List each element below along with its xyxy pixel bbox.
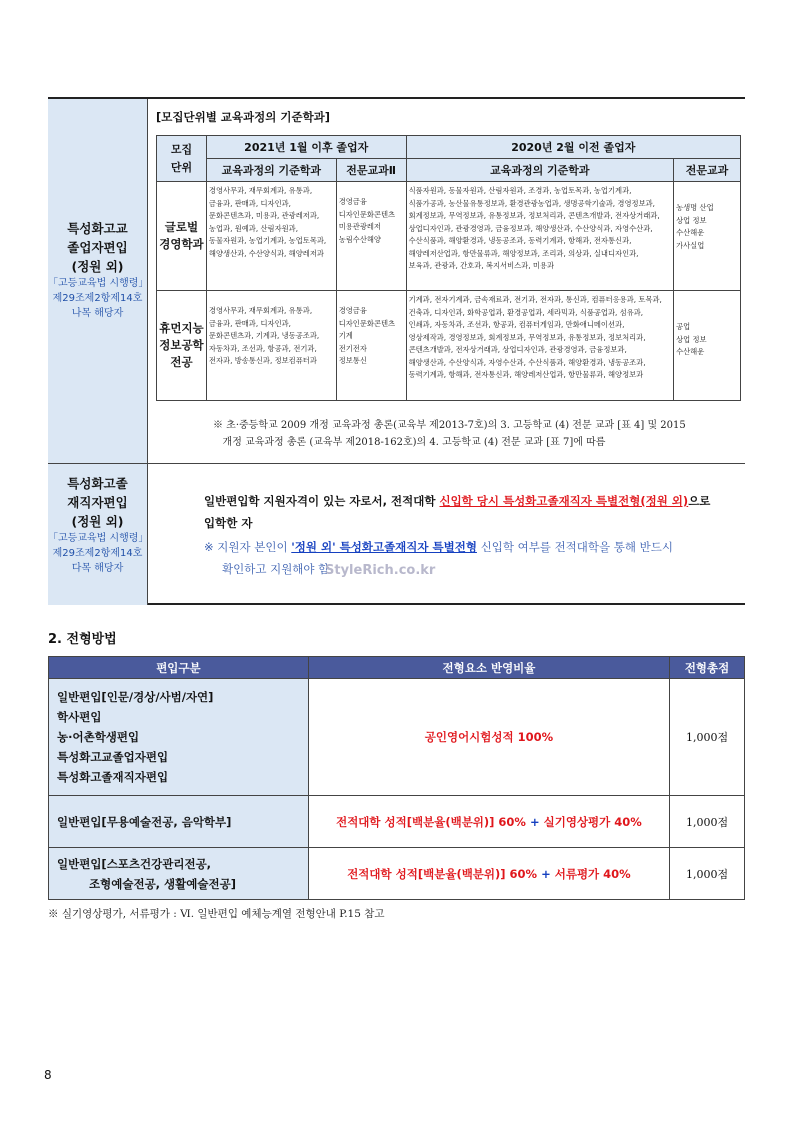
ratio-cell	[308, 848, 669, 900]
unit-human-intelligence: 휴먼지능 정보공학 전공	[157, 291, 207, 401]
law-reference: 「고등교육법 시행령」	[48, 533, 149, 544]
vocational-worker-row	[48, 464, 745, 605]
law-reference: 나목 해당자	[71, 308, 124, 319]
ratio-plus: +	[537, 866, 555, 881]
note-text-d: 확인하고 지원해야 함	[222, 562, 330, 576]
std-dept-2020: 기계과, 전자기계과, 금속재료과, 전기과, 전자과, 통신과, 컴퓨터응용과, 토목과, 건축과, 디자인과, 화학공업과, 환경공업과, 세라믹과, 식품공업과, 섬유과, 인쇄과, 자동차과, 조선과, 항공과, 컴퓨터게임과, 만화애니메이션과, 영상제작과, 경영정보과, 회계정보과, 무역정보과, 유통정보과, 정보처리과, 콘텐츠개발과, 전자상거래과, 상업디자인과, 관광경영과, 금융정보과, 해양생산과, 수산양식과, 자영수산과, 수산식품과, 해양환경과, 냉동공조과, 동력기계과, 항해과, 전자통신과, 해양레저산업과, 항만물류과, 해양정보과	[406, 291, 674, 401]
footnote: ※ 실기영상평가, 서류평가 : Ⅵ. 일반편입 예체능계열 전형안내 P.15 참고	[48, 908, 385, 920]
ratio-cell	[308, 796, 669, 848]
category-line: 일반편입[인문/경상/사범/자연]	[57, 690, 214, 704]
header-major-subject: 전문교과	[674, 159, 741, 182]
category-cell	[49, 848, 309, 900]
std-dept-2021: 경영사무과, 재무회계과, 유통과, 금융과, 판매과, 디자인과, 문화콘텐츠과, 미용과, 관광레저과, 농업과, 원예과, 산림자원과, 동물자원과, 농업기계과, 농업토목과, 해양생산과, 수산양식과, 해양레저과	[206, 182, 336, 291]
page-number: 8	[44, 1068, 52, 1082]
curriculum-note: ※ 초·중등학교 2009 개정 교육과정 총론(교육부 제2013-7호)의 3. 고등학교 (4) 전문 교과 [표 4] 및 2015 개정 교육과정 총론 (교육부 제2018-162호)의 4. 고등학교 (4) 전문 교과 [표 7]에 따름	[213, 420, 686, 448]
side-title-line: 특성화고교	[67, 221, 128, 236]
ratio-text: 전적대학 성적[백분율(백분위)] 60%	[347, 866, 538, 881]
vocational-graduate-row	[48, 99, 745, 464]
side-header-vocational-graduate	[48, 99, 148, 463]
side-title-line: (정원 외)	[71, 259, 124, 274]
ratio-plus: +	[525, 814, 544, 829]
category-cell	[49, 796, 309, 848]
major-subject: 공업 상업 정보 수산해운	[674, 291, 741, 401]
law-reference: 「고등교육법 시행령」	[48, 278, 149, 289]
header-category: 편입구분	[49, 657, 309, 679]
category-line: 특성화고교졸업자편입	[57, 750, 169, 764]
note-highlight: '정원 외' 특성화고졸재직자 특별전형	[291, 540, 477, 554]
note-text-a: ※ 지원자 본인이	[204, 540, 292, 554]
eligibility-highlight: 신입학 당시 특성화고졸재직자 특별전형(정원 외)	[439, 494, 689, 508]
ratio-text: 공인영어시험성적 100%	[424, 730, 554, 744]
side-title-line: 재직자편입	[67, 495, 128, 510]
selection-method-table	[48, 656, 745, 900]
header-major-subject-2: 전문교과Ⅱ	[336, 159, 406, 182]
law-reference: 제29조제2항제14호	[52, 293, 143, 304]
ratio-text: 실기영상평가 40%	[543, 814, 642, 829]
ratio-text: 전적대학 성적[백분율(백분위)] 60%	[336, 814, 526, 829]
watermark: StyleRich.co.kr	[325, 563, 436, 578]
inner-table-title: [모집단위별 교육과정의 기준학과]	[156, 110, 331, 124]
header-standard-dept: 교육과정의 기준학과	[206, 159, 336, 182]
eligibility-text-c: 으로	[688, 494, 711, 508]
side-title-line: 졸업자편입	[67, 240, 128, 255]
eligibility-text-d: 입학한 자	[204, 516, 253, 530]
std-dept-2020: 식품자원과, 동물자원과, 산림자원과, 조경과, 농업토목과, 농업기계과, 식품가공과, 농산물유통정보과, 환경관광농업과, 생명공학기술과, 경영정보과, 회계정보과, 무역정보과, 유통정보과, 정보처리과, 콘텐츠개발과, 전자상거래과, 상업디자인과, 관광경영과, 금융정보과, 해양생산과, 수산양식과, 자영수산과, 수산식품과, 해양환경과, 냉동공조과, 동력기계과, 항해과, 전자통신과, 해양레저산업과, 항만물류과, 해양정보과, 조리과, 의상과, 실내디자인과, 보육과, 관광과, 간호과, 복지서비스과, 미용과	[406, 182, 674, 291]
category-line: 학사편입	[57, 710, 102, 724]
ratio-text: 서류평가 40%	[554, 866, 631, 881]
side-title-line: 특성화고졸	[67, 476, 128, 491]
major-subject-2: 경영금융 디자인문화콘텐츠 기계 전기전자 정보통신	[336, 291, 406, 401]
header-standard-dept: 교육과정의 기준학과	[406, 159, 674, 182]
note-text-c: 신입학 여부를 전적대학을 통해 반드시	[476, 540, 673, 554]
worker-eligibility-text	[204, 490, 764, 534]
unit-global-business: 글로벌 경영학과	[157, 182, 207, 291]
category-line: 조형예술전공, 생활예술전공]	[57, 876, 236, 891]
category-line: 일반편입[무용예술전공, 음악학부]	[57, 814, 232, 829]
header-2021: 2021년 1월 이후 졸업자	[206, 136, 406, 159]
header-total: 전형총점	[670, 657, 745, 679]
category-cell	[49, 679, 309, 796]
major-subject-2: 경영금융 디자인문화콘텐츠 미용관광레저 농림수산해양	[336, 182, 406, 291]
category-line: 일반편입[스포츠건강관리전공,	[57, 856, 212, 871]
ratio-cell	[308, 679, 669, 796]
eligibility-table	[48, 97, 745, 605]
category-line: 특성화고졸재직자편입	[57, 770, 169, 784]
eligibility-text-a: 일반편입학 지원자격이 있는 자로서, 전적대학	[204, 494, 440, 508]
std-dept-2021: 경영사무과, 재무회계과, 유통과, 금융과, 판매과, 디자인과, 문화콘텐츠과, 기계과, 냉동공조과, 자동차과, 조선과, 항공과, 전기과, 전자과, 방송통신과, 정보컴퓨터과	[206, 291, 336, 401]
total-score: 1,000점	[670, 796, 745, 848]
header-2020: 2020년 2월 이전 졸업자	[406, 136, 740, 159]
side-title-line: (정원 외)	[71, 514, 124, 529]
standard-department-table	[156, 135, 741, 401]
total-score: 1,000점	[670, 679, 745, 796]
worker-note	[204, 536, 784, 580]
header-unit: 모집 단위	[157, 136, 207, 182]
category-line: 농·어촌학생편입	[57, 730, 140, 744]
header-ratio: 전형요소 반영비율	[308, 657, 669, 679]
law-reference: 제29조제2항제14호	[52, 548, 143, 559]
law-reference: 다목 해당자	[71, 563, 124, 574]
total-score: 1,000점	[670, 848, 745, 900]
section-title: 2. 전형방법	[48, 632, 117, 647]
major-subject: 농생명 산업 상업 정보 수산해운 가사실업	[674, 182, 741, 291]
side-header-vocational-worker	[48, 464, 148, 605]
